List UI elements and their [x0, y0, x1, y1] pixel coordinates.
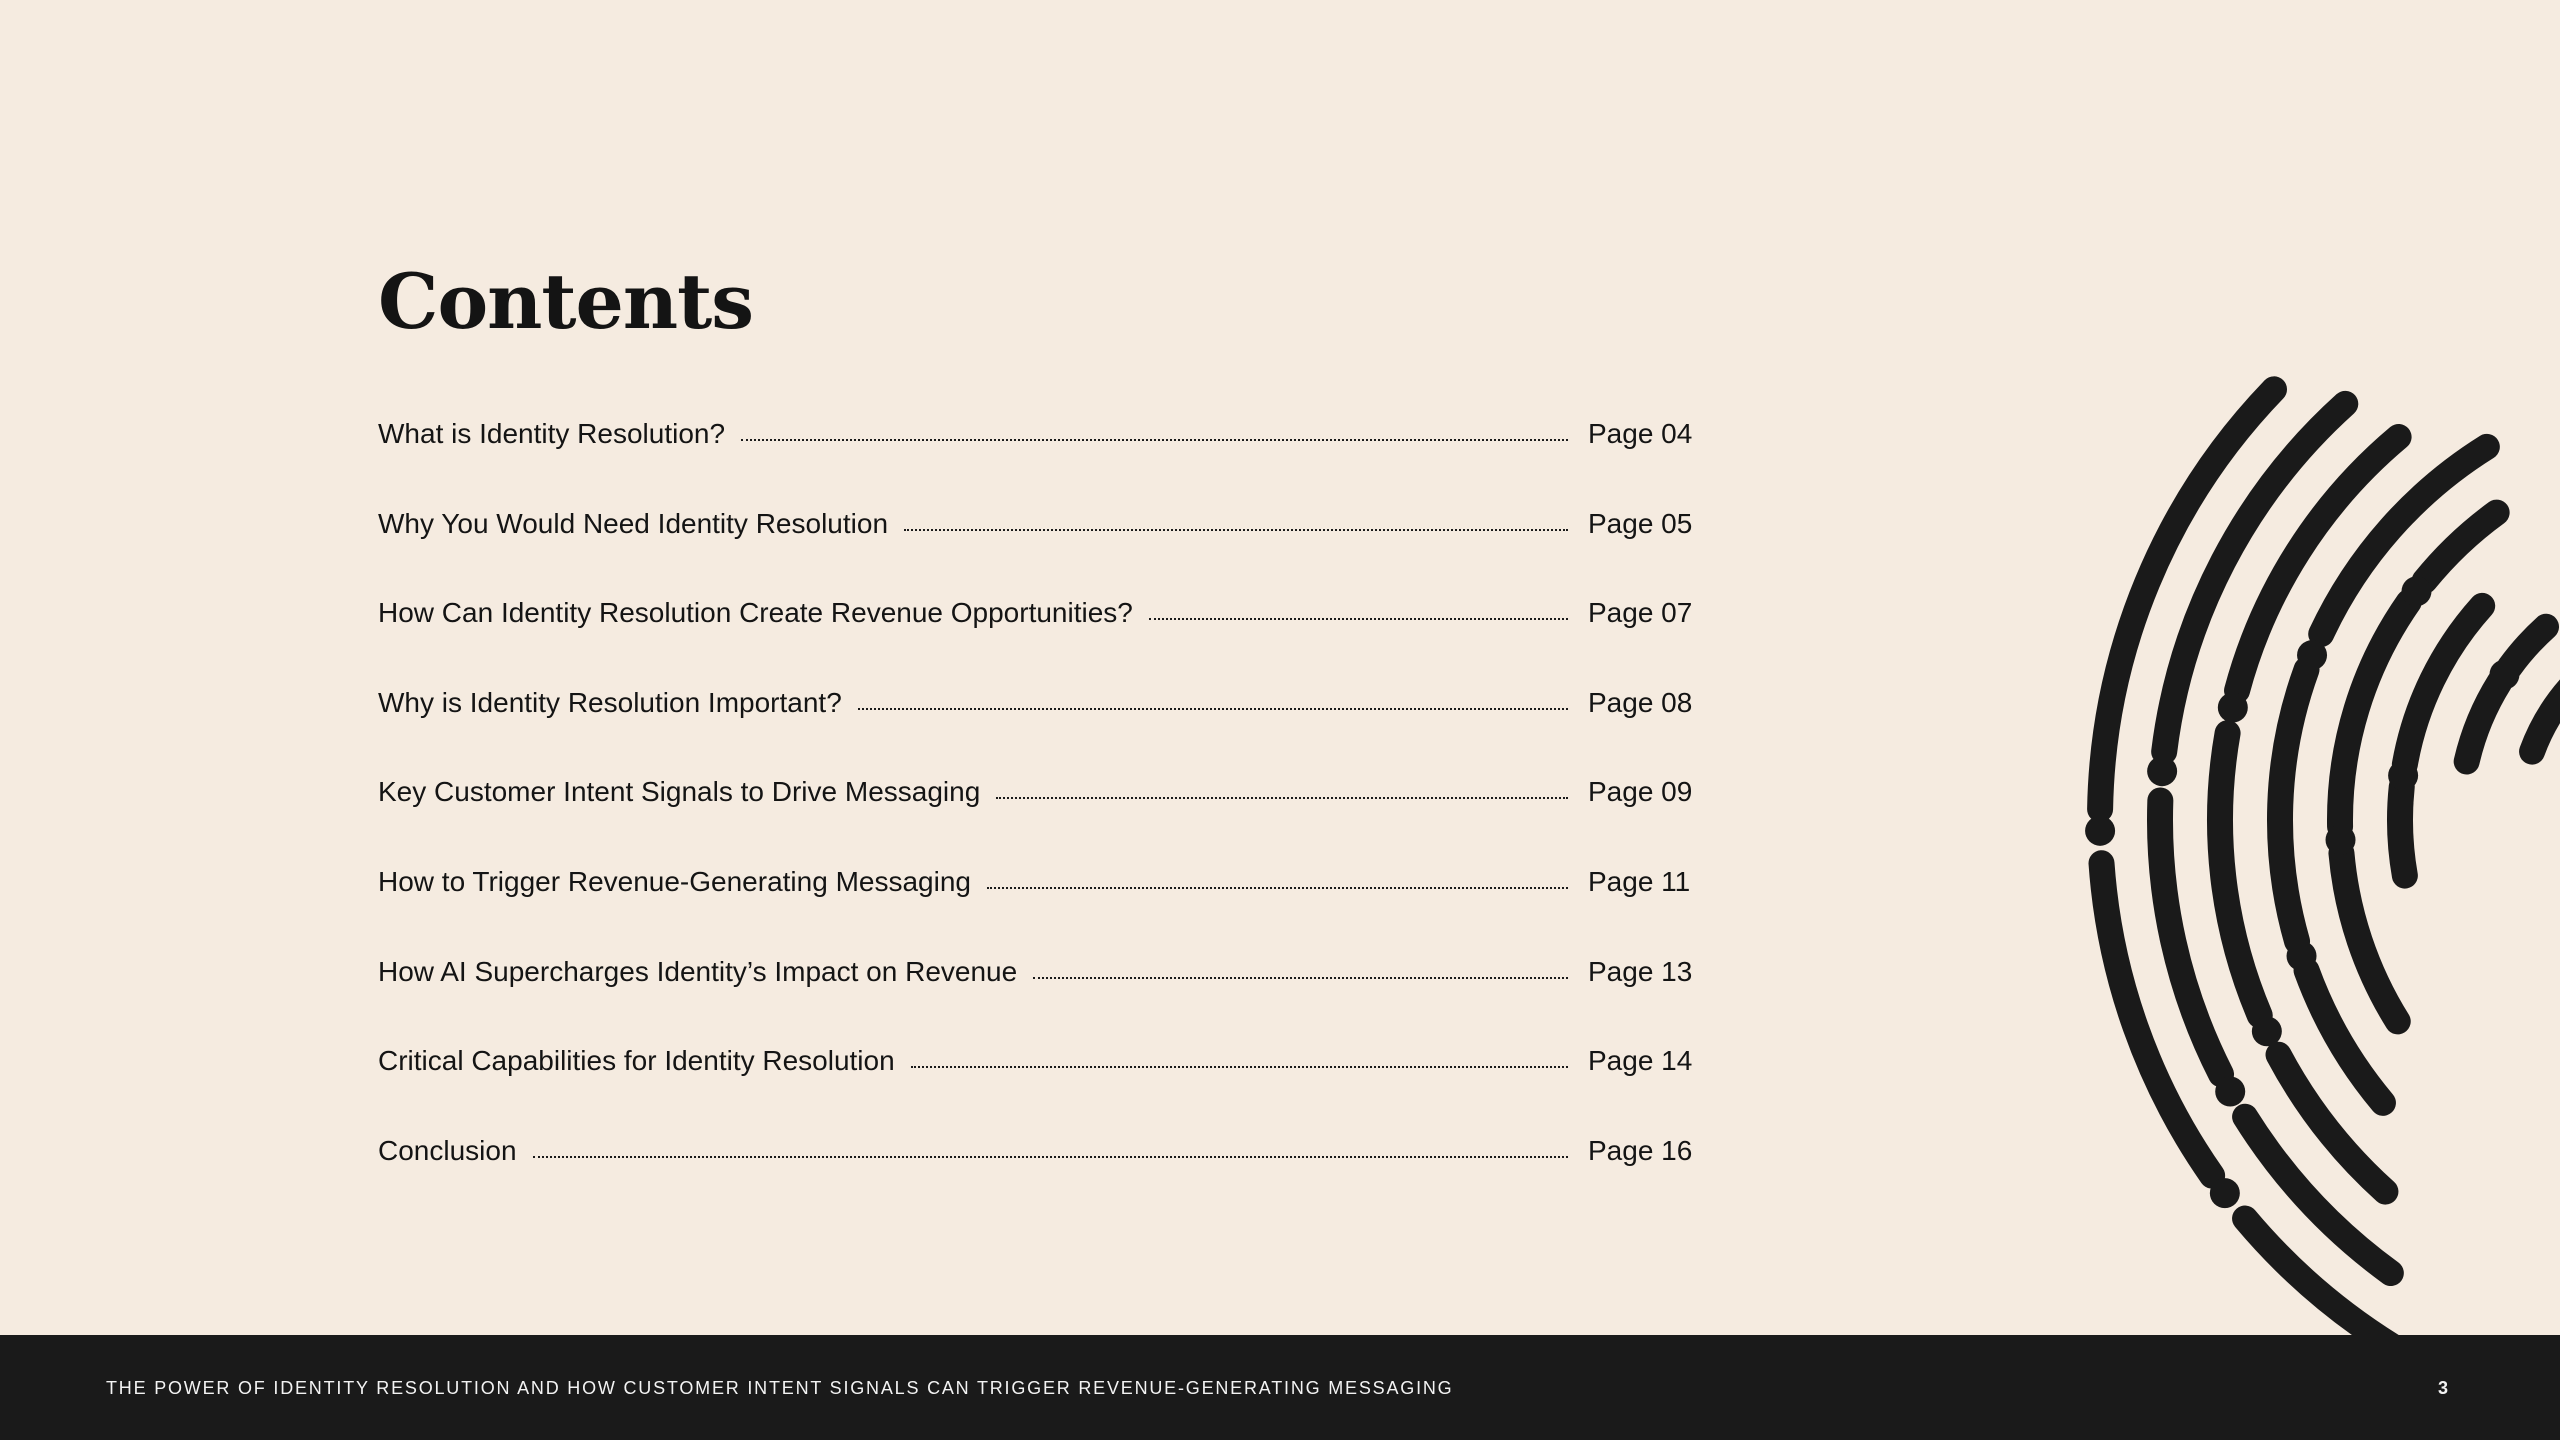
page-number: 3 — [2437, 1378, 2448, 1398]
toc-entry-page: Page 09 — [1588, 776, 1693, 808]
toc-entry[interactable] — [378, 583, 1698, 673]
toc-entry[interactable] — [378, 1031, 1698, 1121]
dotted-leader — [1149, 618, 1568, 620]
toc-entry-page: Page 13 — [1588, 955, 1693, 987]
fingerprint-dot — [2218, 693, 2248, 723]
toc-entry-label: Why is Identity Resolution Important? — [378, 686, 842, 718]
table-of-contents — [378, 404, 1698, 1210]
fingerprint-arc — [2245, 1219, 2391, 1335]
fingerprint-dot — [2326, 825, 2356, 855]
toc-entry-label: How Can Identity Resolution Create Revenue Opportunities? — [378, 597, 1133, 629]
fingerprint-dot — [2215, 1076, 2245, 1106]
fingerprint-dot — [2287, 941, 2317, 971]
toc-entry-page: Page 05 — [1588, 507, 1693, 539]
toc-entry-page: Page 14 — [1588, 1045, 1693, 1077]
toc-entry[interactable] — [378, 673, 1698, 763]
dotted-leader — [996, 797, 1568, 799]
toc-entry-page: Page 11 — [1588, 865, 1691, 897]
fingerprint-dot — [2210, 1178, 2240, 1208]
fingerprint-dot — [2085, 816, 2115, 846]
toc-entry-label: How AI Supercharges Identity’s Impact on Revenue — [378, 955, 1018, 987]
dotted-leader — [1033, 977, 1568, 979]
dotted-leader — [904, 529, 1568, 531]
fingerprint-dot — [2252, 1016, 2282, 1046]
fingerprint-arc — [2400, 787, 2405, 876]
toc-entry-label: Critical Capabilities for Identity Resolution — [378, 1045, 895, 1077]
toc-entry-label: Conclusion — [378, 1134, 517, 1166]
footer-title: THE POWER OF IDENTITY RESOLUTION AND HOW CUSTOMER INTENT SIGNALS CAN TRIGGER REVENUE-GENERATING MESSAGING — [106, 1378, 1454, 1398]
toc-entry-page: Page 08 — [1588, 686, 1693, 718]
toc-entry[interactable] — [378, 942, 1698, 1032]
toc-entry-label: How to Trigger Revenue-Generating Messaging — [378, 865, 971, 897]
fingerprint-arc — [2164, 404, 2345, 752]
toc-entry-page: Page 04 — [1588, 418, 1693, 449]
fingerprint-arc — [2510, 627, 2546, 667]
fingerprint-arcs-icon — [2080, 200, 2560, 1335]
dotted-leader — [741, 439, 1568, 441]
fingerprint-arc — [2425, 513, 2497, 581]
dotted-leader — [987, 887, 1568, 889]
fingerprint-arc — [2467, 682, 2500, 761]
toc-entry-label: Why You Would Need Identity Resolution — [378, 507, 889, 539]
fingerprint-arc — [2100, 389, 2274, 809]
fingerprint-arc — [2341, 853, 2397, 1021]
fingerprint-dot — [2388, 760, 2418, 790]
toc-entry-page: Page 16 — [1588, 1134, 1693, 1166]
footer-bar — [0, 1335, 2560, 1440]
toc-entry[interactable] — [378, 404, 1698, 494]
fingerprint-dot — [2402, 576, 2432, 606]
fingerprint-arc — [2220, 733, 2260, 1015]
fingerprint-arc — [2532, 686, 2560, 751]
dotted-leader — [533, 1156, 1568, 1158]
fingerprint-dot — [2489, 660, 2519, 690]
dotted-leader — [911, 1066, 1568, 1068]
fingerprint-arc — [2280, 670, 2307, 942]
fingerprint-dot — [2147, 756, 2177, 786]
toc-entry-label: Key Customer Intent Signals to Drive Messaging — [378, 776, 981, 808]
toc-entry-label: What is Identity Resolution? — [378, 418, 726, 449]
dotted-leader — [858, 708, 1568, 710]
toc-entry-page: Page 07 — [1588, 597, 1693, 629]
fingerprint-dot — [2297, 640, 2327, 670]
toc-entry[interactable] — [378, 1121, 1698, 1211]
toc-entry[interactable] — [378, 494, 1698, 584]
page-title: Contents — [378, 257, 754, 346]
toc-entry[interactable] — [378, 762, 1698, 852]
toc-entry[interactable] — [378, 852, 1698, 942]
